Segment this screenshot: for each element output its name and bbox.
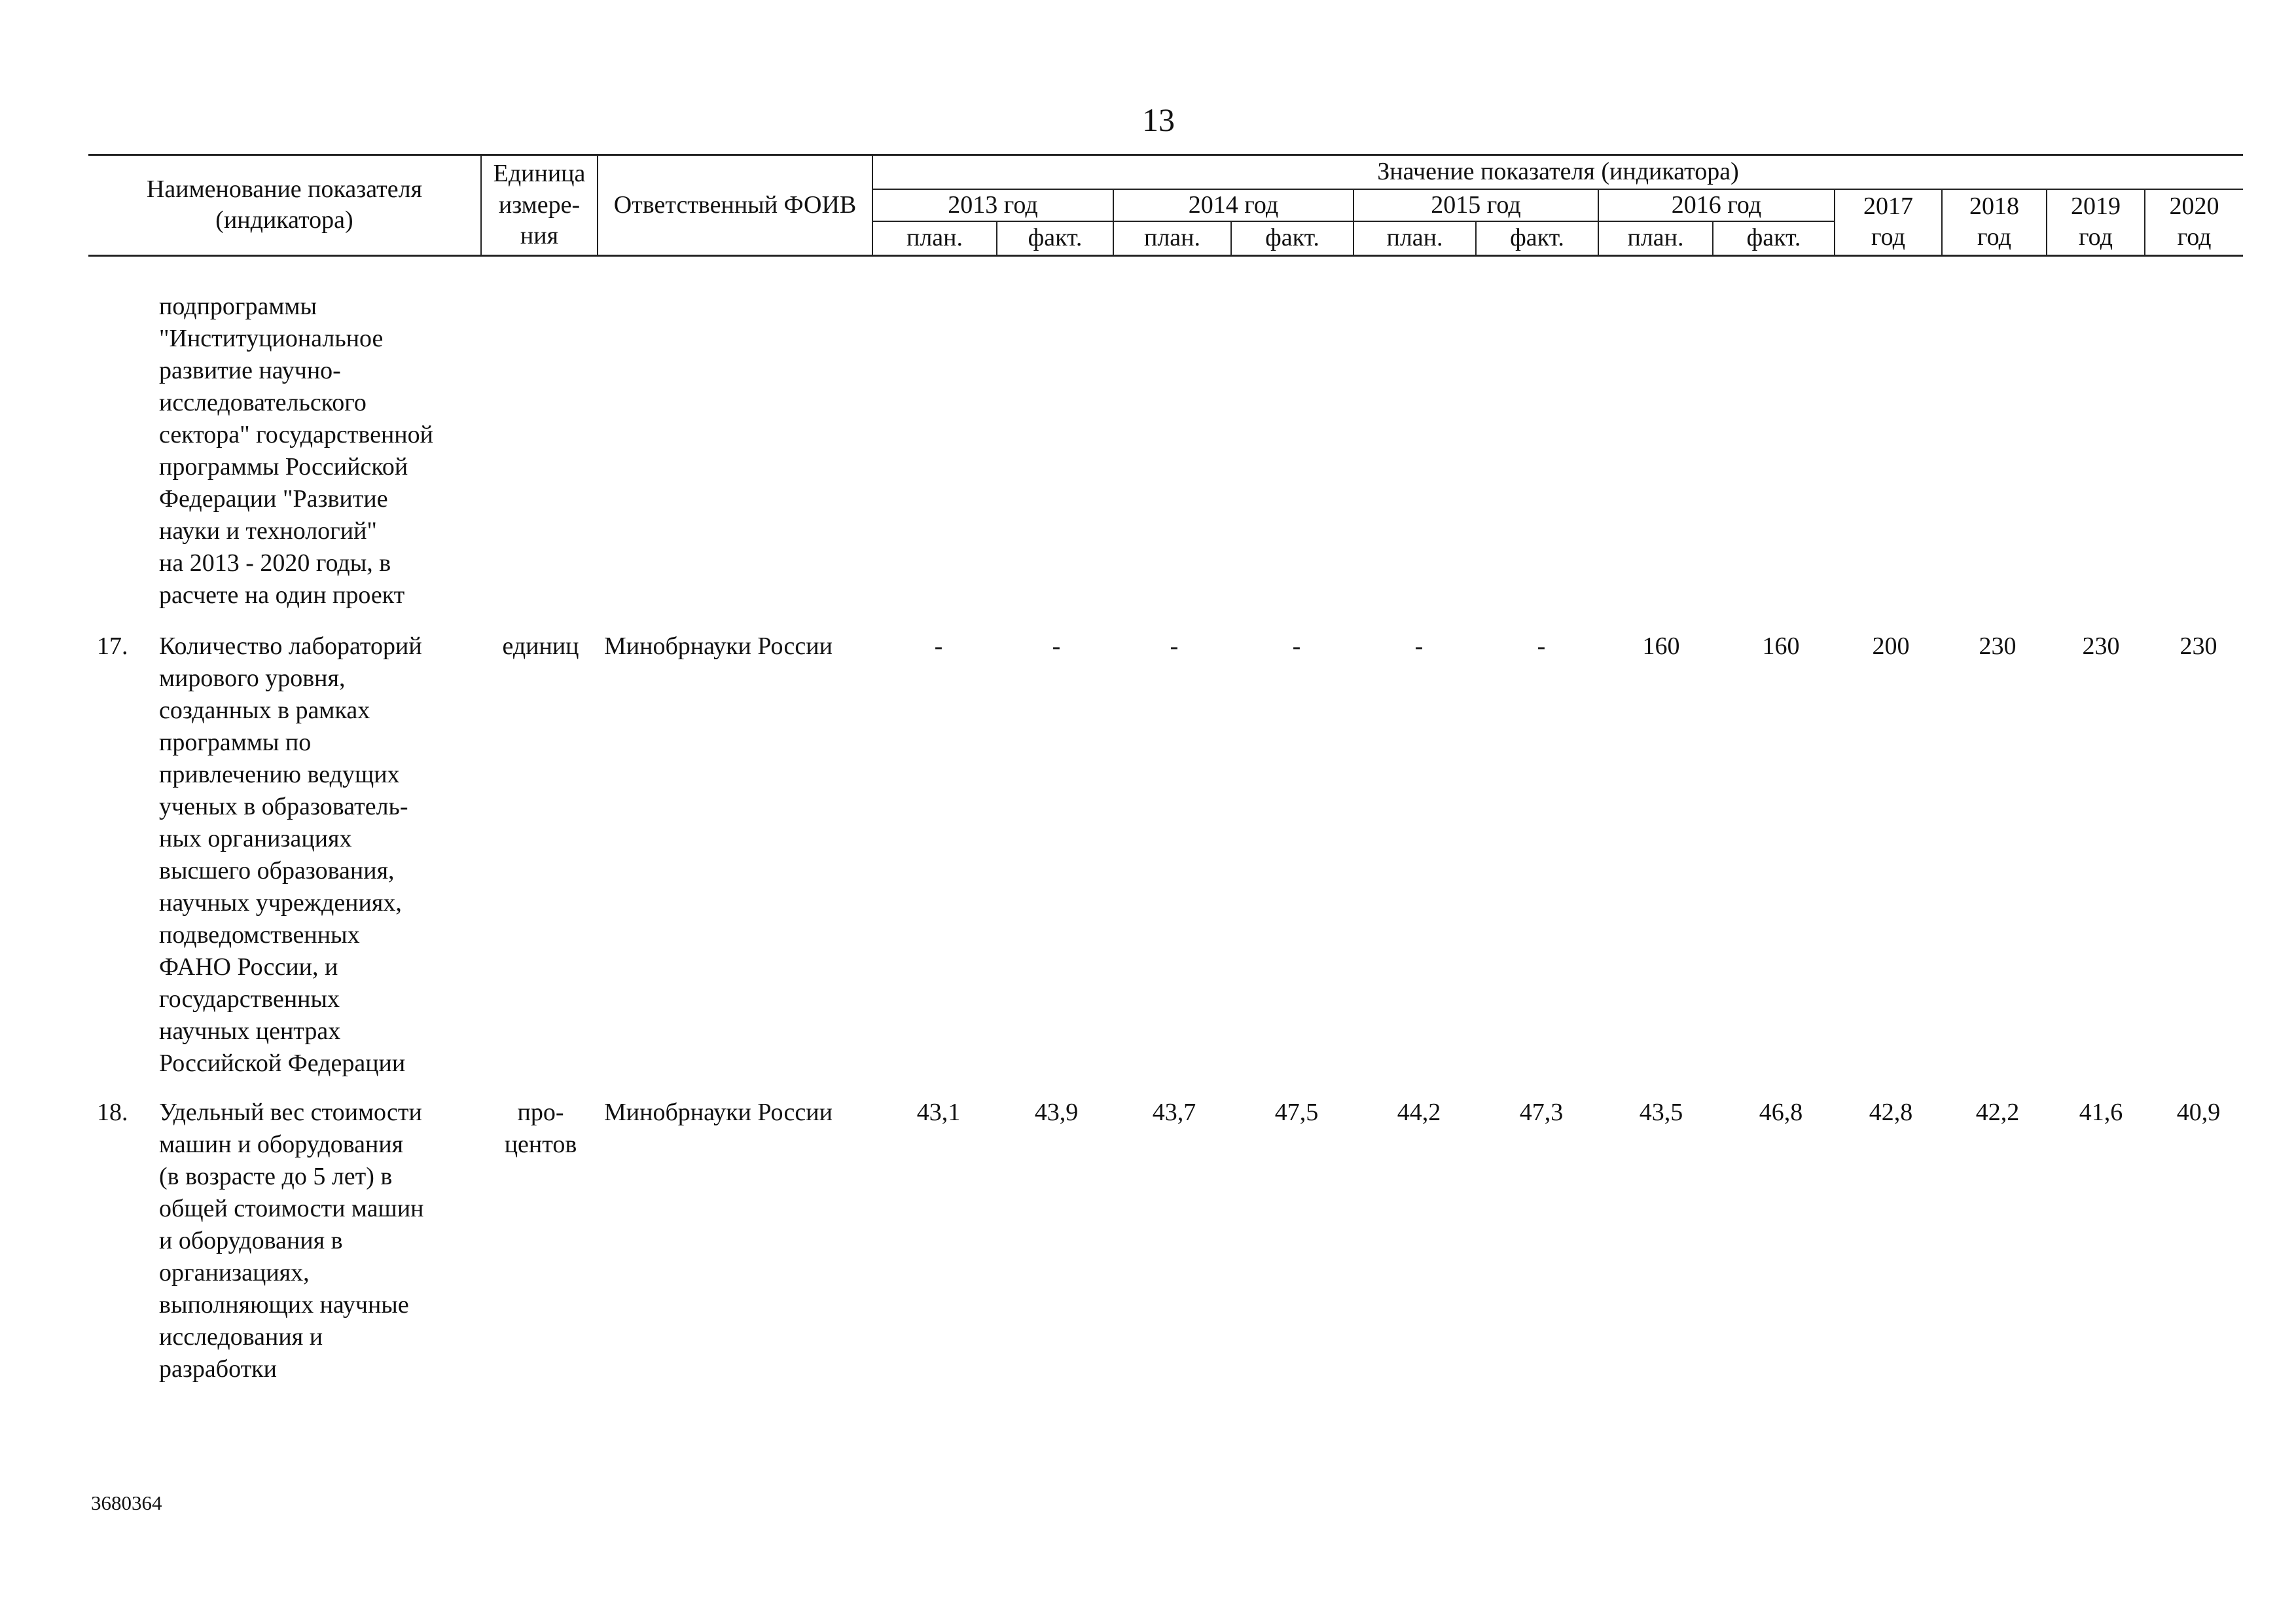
value-2013-plan: -: [934, 632, 943, 660]
header-fact-2015: факт.: [1476, 221, 1598, 255]
header-fact-2014: факт.: [1231, 221, 1354, 255]
name-line: Количество лабораторий: [159, 632, 422, 660]
table-header: [88, 154, 2243, 257]
value-2014-fact: 47,5: [1274, 1099, 1319, 1126]
value-2019: 41,6: [2079, 1099, 2123, 1126]
header-year-2017-num: 2017: [1863, 192, 1913, 220]
name-line: ных организациях: [159, 825, 352, 852]
header-year-2017: [1835, 189, 1942, 256]
header-year-2013: 2013 год: [872, 189, 1113, 222]
name-line: программы Российской: [159, 453, 408, 481]
name-line: машин и оборудования: [159, 1131, 404, 1158]
value-2017: 42,8: [1869, 1099, 1913, 1126]
header-year-2019: [2047, 189, 2145, 256]
header-year-2019-suffix: год: [2079, 223, 2113, 251]
value-2013-fact: -: [1052, 632, 1061, 660]
name-line: (в возрасте до 5 лет) в: [159, 1163, 393, 1190]
name-line: науки и технологий": [159, 517, 377, 545]
value-2016-fact: 160: [1762, 632, 1800, 660]
row-number: 17.: [97, 632, 128, 660]
header-fact-2013: факт.: [997, 221, 1113, 255]
name-line: программы по: [159, 729, 312, 756]
header-unit-line-3: ния: [520, 222, 559, 249]
value-2015-fact: -: [1537, 632, 1546, 660]
name-line: созданных в рамках: [159, 697, 370, 724]
name-line: исследования и: [159, 1323, 323, 1351]
value-2013-fact: 43,9: [1034, 1099, 1079, 1126]
header-plan-2016: план.: [1598, 221, 1713, 255]
name-line: научных учреждениях,: [159, 889, 402, 917]
name-line: мирового уровня,: [159, 665, 346, 692]
header-year-2020-suffix: год: [2177, 223, 2212, 251]
name-line: привлечению ведущих: [159, 761, 400, 788]
value-2015-plan: 44,2: [1397, 1099, 1441, 1126]
header-plan-2013: план.: [872, 221, 997, 255]
header-year-2017-suffix: год: [1871, 223, 1905, 251]
unit-cell: [484, 1097, 597, 1161]
value-2017: 200: [1872, 632, 1910, 660]
name-line: "Институциональное: [159, 325, 384, 352]
value-2020: 230: [2179, 632, 2217, 660]
value-2018: 230: [1979, 632, 2017, 660]
value-2014-plan: 43,7: [1152, 1099, 1196, 1126]
value-2013-plan: 43,1: [916, 1099, 961, 1126]
header-value-text: Значение показателя (индикатора): [1377, 158, 1739, 185]
name-line: ФАНО России, и: [159, 953, 338, 981]
row-number: 18.: [97, 1099, 128, 1126]
name-line: Федерации "Развитие: [159, 485, 388, 513]
header-unit-line-2: измере-: [498, 191, 581, 219]
value-2015-plan: -: [1414, 632, 1424, 660]
foiv-cell: Минобрнауки России: [604, 1099, 833, 1126]
value-2020: 40,9: [2176, 1099, 2221, 1126]
header-year-2020: [2145, 189, 2243, 256]
indicator-name: [159, 630, 473, 1080]
header-name-column: [88, 155, 481, 256]
name-line: ученых в образователь-: [159, 793, 408, 820]
header-name-text: Наименование показателя (индикатора): [146, 175, 423, 234]
unit-line: центов: [504, 1131, 577, 1158]
name-line: научных центрах: [159, 1017, 341, 1045]
value-2016-fact: 46,8: [1759, 1099, 1803, 1126]
value-2018: 42,2: [1975, 1099, 2020, 1126]
name-line: сектора" государственной: [159, 421, 433, 448]
name-line: государственных: [159, 985, 340, 1013]
header-foiv-text: Ответственный ФОИВ: [613, 191, 857, 219]
header-year-2014: 2014 год: [1113, 189, 1354, 222]
unit-line: единиц: [502, 632, 579, 660]
header-year-2018-suffix: год: [1977, 223, 2011, 251]
name-line: подведомственных: [159, 921, 360, 949]
value-2019: 230: [2082, 632, 2120, 660]
name-line: подпрограммы: [159, 293, 317, 320]
unit-cell: [484, 630, 597, 663]
name-line: выполняющих научные: [159, 1291, 409, 1319]
header-value-group: [872, 155, 2243, 189]
value-2014-plan: -: [1170, 632, 1179, 660]
value-2016-plan: 43,5: [1639, 1099, 1683, 1126]
header-year-2019-num: 2019: [2071, 192, 2121, 220]
value-2016-plan: 160: [1642, 632, 1680, 660]
name-line: высшего образования,: [159, 857, 395, 884]
header-year-2016: 2016 год: [1598, 189, 1835, 222]
header-year-2018: [1942, 189, 2047, 256]
header-plan-2015: план.: [1354, 221, 1476, 255]
name-line: и оборудования в: [159, 1227, 343, 1254]
name-line: Российской Федерации: [159, 1049, 406, 1077]
foiv-cell: Минобрнауки России: [604, 632, 833, 660]
document-code: 3680364: [91, 1491, 162, 1514]
header-fact-2016: факт.: [1713, 221, 1835, 255]
indicator-name: [159, 291, 473, 611]
unit-line: про-: [517, 1099, 564, 1126]
header-year-2018-num: 2018: [1969, 192, 2019, 220]
name-line: расчете на один проект: [159, 581, 405, 609]
indicator-name: [159, 1097, 473, 1385]
header-unit-column: [481, 155, 598, 256]
name-line: разработки: [159, 1355, 277, 1383]
name-line: Удельный вес стоимости: [159, 1099, 422, 1126]
name-line: развитие научно-: [159, 357, 341, 384]
header-plan-2014: план.: [1113, 221, 1231, 255]
name-line: на 2013 - 2020 годы, в: [159, 549, 391, 577]
header-year-2020-num: 2020: [2169, 192, 2219, 220]
value-2015-fact: 47,3: [1519, 1099, 1564, 1126]
name-line: организациях,: [159, 1259, 310, 1286]
name-line: исследовательского: [159, 389, 367, 416]
name-line: общей стоимости машин: [159, 1195, 424, 1222]
header-foiv-column: [598, 155, 872, 256]
header-year-2015: 2015 год: [1354, 189, 1598, 222]
value-2014-fact: -: [1292, 632, 1301, 660]
page-number: 13: [1142, 101, 1175, 138]
header-unit-line-1: Единица: [493, 160, 586, 187]
